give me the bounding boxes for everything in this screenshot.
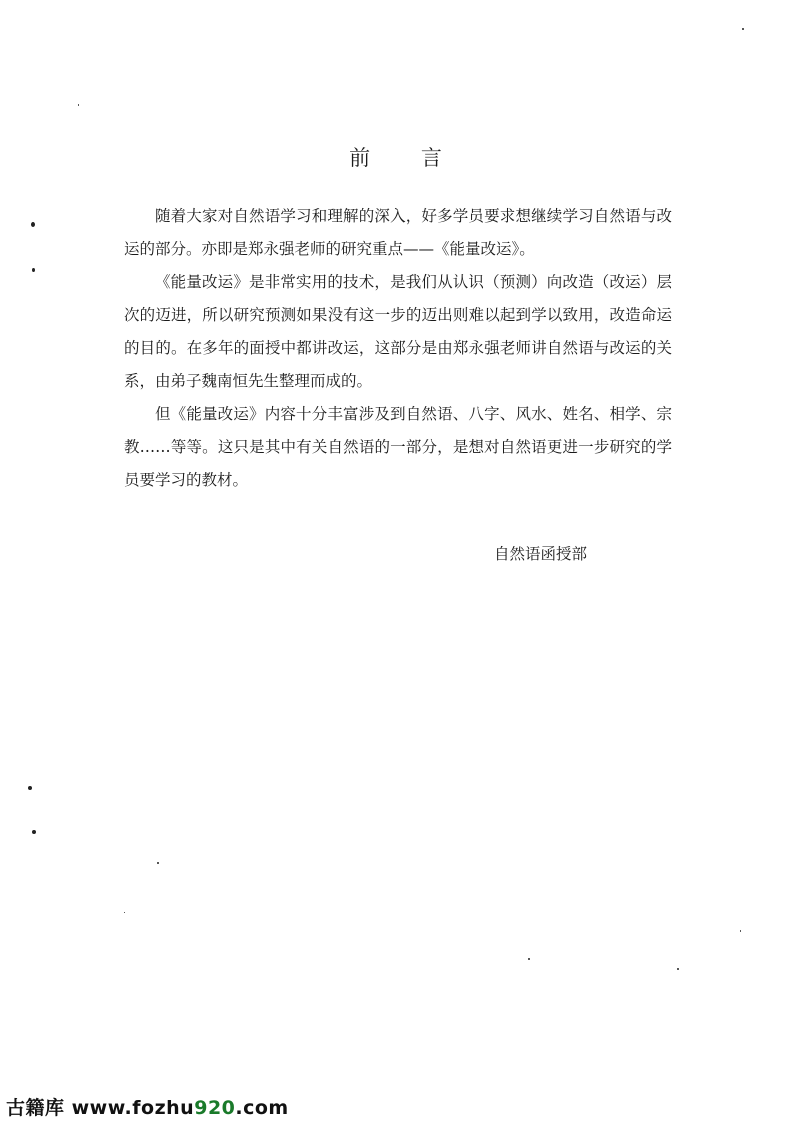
page-title: 前 言: [349, 146, 464, 170]
watermark-prefix: 古籍库 www.fozhu: [6, 1097, 195, 1119]
paragraph-3: 但《能量改运》内容十分丰富涉及到自然语、八字、风水、姓名、相学、宗教……等等。这只是其中有关自然语的一部分，是想对自然语更进一步研究的学员要学习的教材。: [124, 405, 672, 489]
watermark-suffix: .com: [235, 1097, 289, 1119]
scan-speck: [157, 862, 159, 864]
watermark-number: 920: [194, 1097, 236, 1119]
scan-speck: [124, 912, 125, 913]
scan-speck: [32, 830, 36, 834]
scan-speck: [78, 104, 79, 106]
scan-speck: [28, 786, 32, 790]
paragraph-2: 《能量改运》是非常实用的技术，是我们从认识（预测）向改造（改运）层次的迈进，所以研究预测如果没有这一步的迈出则难以起到学以致用，改造命运的目的。在多年的面授中都讲改运，这部分是由郑永强老师讲自然语与改运的关系，由弟子魏南恒先生整理而成的。: [124, 273, 672, 390]
body-text: [124, 200, 672, 497]
scan-speck: [31, 222, 35, 227]
paragraph-1: 随着大家对自然语学习和理解的深入，好多学员要求想继续学习自然语与改运的部分。亦即是郑永强老师的研究重点——《能量改运》。: [124, 207, 672, 258]
scan-speck: [528, 958, 530, 960]
scan-speck: [742, 28, 744, 30]
scan-speck: [677, 968, 679, 970]
scan-speck: [32, 268, 35, 272]
site-watermark: [6, 1093, 289, 1120]
signature: 自然语函授部: [494, 545, 588, 563]
scan-speck: [740, 930, 741, 932]
